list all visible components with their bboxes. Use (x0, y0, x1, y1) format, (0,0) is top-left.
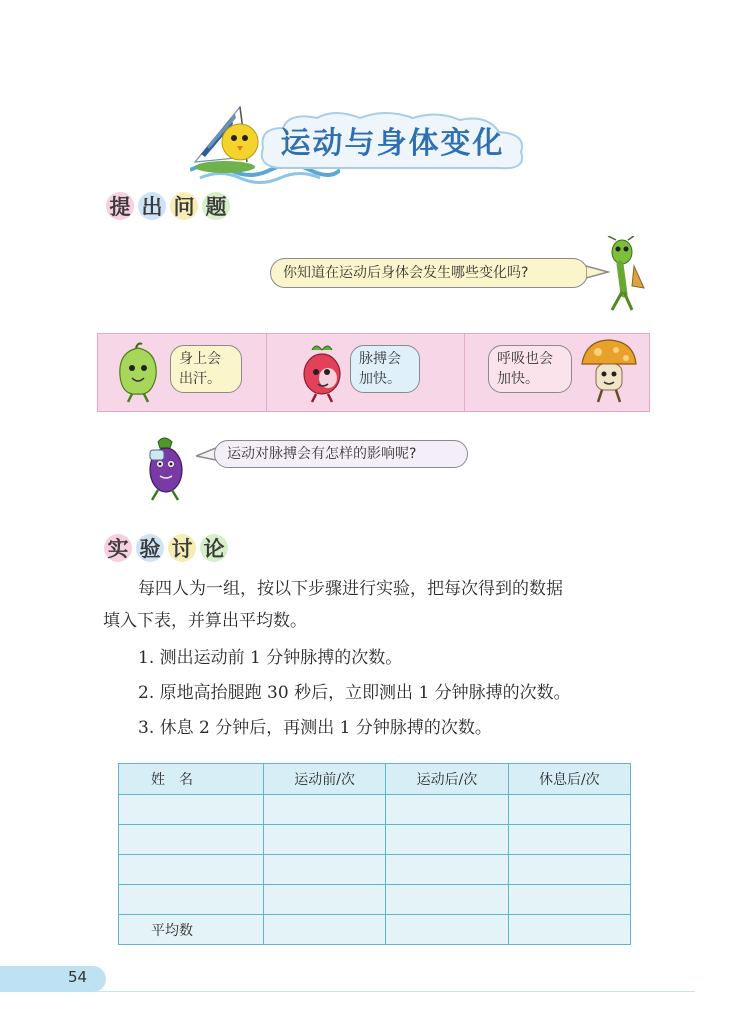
table-cell[interactable] (386, 825, 508, 855)
table-row (119, 855, 631, 885)
speech-bubble-pulse-faster (350, 345, 420, 393)
column-header-before: 运动前/次 (264, 764, 386, 795)
table-row (119, 885, 631, 915)
section-heading-char: 讨 (168, 534, 196, 562)
table-row (119, 795, 631, 825)
table-cell[interactable] (119, 825, 264, 855)
section-heading-char: 出 (138, 192, 166, 220)
table-cell[interactable] (508, 915, 630, 945)
table-cell[interactable] (264, 795, 386, 825)
table-cell[interactable] (508, 855, 630, 885)
table-cell[interactable] (264, 855, 386, 885)
section-heading-char: 题 (202, 192, 230, 220)
column-header-rest: 休息后/次 (508, 764, 630, 795)
speech-bubble-line: 呼吸也会 (497, 351, 553, 367)
column-header-name: 姓 名 (119, 764, 264, 795)
table-cell[interactable] (119, 855, 264, 885)
table-cell[interactable] (264, 915, 386, 945)
page-footer-line (95, 991, 695, 992)
table-header-row (119, 764, 631, 795)
section-heading-experiment (104, 534, 228, 562)
mushroom-character-icon (578, 338, 638, 404)
speech-bubble-body-changes (270, 258, 588, 288)
eggplant-character-icon (136, 432, 196, 502)
speech-bubble-pulse-question (214, 440, 468, 468)
step-item: 3. 休息 2 分钟后，再测出 1 分钟脉搏的次数。 (138, 718, 492, 738)
speech-bubble-line: 出汗。 (179, 371, 221, 387)
pulse-data-table (118, 763, 631, 945)
speech-bubble-text: 运动对脉搏会有怎样的影响呢? (227, 446, 417, 462)
column-header-after: 运动后/次 (386, 764, 508, 795)
page-number-tab (0, 966, 106, 992)
speech-bubble-line: 加快。 (359, 371, 401, 387)
band-divider (266, 333, 267, 412)
intro-paragraph-line: 每四人为一组，按以下步骤进行实验，把每次得到的数据 (138, 579, 563, 599)
page-title: 运动与身体变化 (280, 126, 505, 161)
table-cell[interactable] (386, 855, 508, 885)
section-heading-char: 论 (200, 534, 228, 562)
average-label: 平均数 (119, 915, 264, 945)
table-cell[interactable] (119, 885, 264, 915)
speech-bubble-line: 身上会 (179, 351, 221, 367)
green-pepper-character-icon (112, 342, 164, 404)
speech-bubble-breathing-faster (488, 345, 572, 393)
grasshopper-character-icon (598, 236, 652, 316)
table-cell[interactable] (386, 795, 508, 825)
speech-bubble-line: 脉搏会 (359, 351, 401, 367)
table-cell[interactable] (119, 795, 264, 825)
step-item: 1. 测出运动前 1 分钟脉搏的次数。 (138, 648, 403, 668)
table-cell[interactable] (386, 885, 508, 915)
section-heading-char: 实 (104, 534, 132, 562)
speech-bubble-sweat (170, 345, 242, 393)
section-heading-ask-questions (106, 192, 230, 220)
table-row (119, 825, 631, 855)
table-cell[interactable] (386, 915, 508, 945)
section-heading-char: 验 (136, 534, 164, 562)
section-heading-char: 问 (170, 192, 198, 220)
table-row-average (119, 915, 631, 945)
band-divider (464, 333, 465, 412)
speech-bubble-line: 加快。 (497, 371, 539, 387)
table-cell[interactable] (264, 825, 386, 855)
section-heading-char: 提 (106, 192, 134, 220)
table-cell[interactable] (264, 885, 386, 915)
speech-bubble-text: 你知道在运动后身体会发生哪些变化吗? (283, 265, 529, 281)
step-item: 2. 原地高抬腿跑 30 秒后，立即测出 1 分钟脉搏的次数。 (138, 683, 571, 703)
page-number: 54 (68, 968, 88, 986)
table-cell[interactable] (508, 885, 630, 915)
table-cell[interactable] (508, 795, 630, 825)
intro-paragraph-line: 填入下表，并算出平均数。 (103, 611, 307, 631)
radish-character-icon (296, 342, 348, 404)
speech-bubble-tail (196, 444, 216, 464)
table-cell[interactable] (508, 825, 630, 855)
